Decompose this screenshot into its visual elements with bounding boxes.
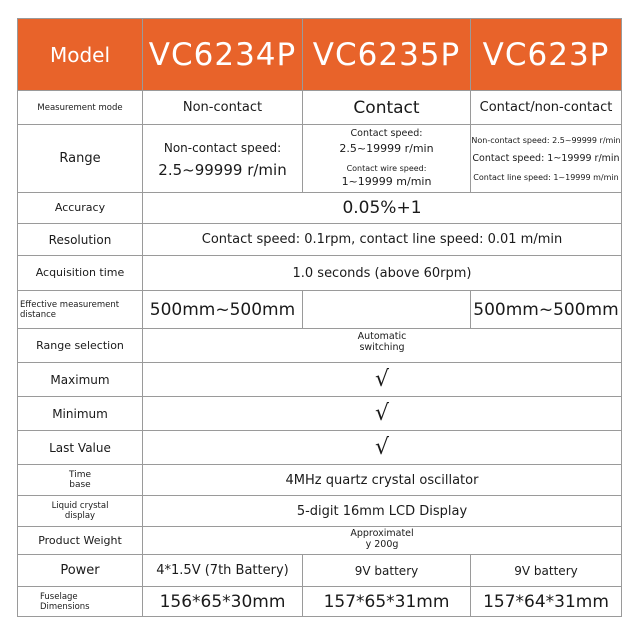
label-time-base-line2: base: [69, 480, 91, 490]
label-lcd-line2: display: [64, 511, 96, 521]
range-vc623p-line3: Contact line speed: 1~19999 m/min: [473, 172, 619, 182]
range-vc6235p: [303, 125, 471, 193]
label-lcd: [18, 496, 143, 527]
label-dimensions: [18, 587, 143, 617]
dimensions-vc623p: 157*64*31mm: [471, 587, 622, 617]
range-vc6235p-line4: 1~19999 m/min: [341, 175, 432, 188]
header-row: [18, 19, 622, 91]
range-vc6234p-line1: Non-contact speed:: [163, 140, 282, 155]
range-vc6235p-line1: Contact speed:: [350, 128, 423, 139]
label-dimensions-line2: Dimensions: [40, 601, 90, 612]
maximum-check-icon: √: [143, 363, 622, 397]
power-vc6234p: 4*1.5V (7th Battery): [143, 555, 303, 587]
mode-vc623p: Contact/non-contact: [471, 91, 622, 125]
range-selection-value: [143, 329, 622, 363]
time-base-value: 4MHz quartz crystal oscillator: [143, 465, 622, 496]
row-time-base: [18, 465, 622, 496]
label-accuracy: Accuracy: [18, 193, 143, 224]
resolution-value: Contact speed: 0.1rpm, contact line speed: 0.01 m/min: [143, 224, 622, 256]
row-resolution: [18, 224, 622, 256]
label-range: Range: [18, 125, 143, 193]
label-time-base: [18, 465, 143, 496]
row-weight: [18, 527, 622, 555]
row-accuracy: [18, 193, 622, 224]
label-minimum: Minimum: [18, 397, 143, 431]
label-last-value: Last Value: [18, 431, 143, 465]
row-range: [18, 125, 622, 193]
model-vc6235p: VC6235P: [303, 19, 471, 91]
label-resolution: Resolution: [18, 224, 143, 256]
row-measurement-mode: [18, 91, 622, 125]
label-effective-distance: Effective measurement distance: [18, 291, 143, 329]
row-power: [18, 555, 622, 587]
label-range-selection: Range selection: [18, 329, 143, 363]
label-time-base-line1: Time: [68, 470, 92, 480]
label-dimensions-line1: Fuselage: [40, 591, 78, 602]
model-vc623p: VC623P: [471, 19, 622, 91]
lcd-value: 5-digit 16mm LCD Display: [143, 496, 622, 527]
row-maximum: [18, 363, 622, 397]
range-vc6234p-line2: 2.5~99999 r/min: [158, 160, 287, 179]
label-weight: Product Weight: [18, 527, 143, 555]
label-measurement-mode: Measurement mode: [18, 91, 143, 125]
weight-value-line2: y 200g: [365, 539, 399, 550]
acquisition-time-value: 1.0 seconds (above 60rpm): [143, 256, 622, 291]
last-value-check-icon: √: [143, 431, 622, 465]
distance-vc623p: 500mm~500mm: [471, 291, 622, 329]
header-label: Model: [18, 19, 143, 91]
dimensions-vc6234p: 156*65*30mm: [143, 587, 303, 617]
weight-value: [143, 527, 622, 555]
mode-vc6235p: Contact: [303, 91, 471, 125]
label-acquisition-time: Acquisition time: [18, 256, 143, 291]
row-last-value: [18, 431, 622, 465]
range-selection-line1: Automatic: [357, 331, 407, 342]
row-dimensions: [18, 587, 622, 617]
power-vc623p: 9V battery: [471, 555, 622, 587]
range-selection-line2: switching: [359, 342, 405, 353]
row-lcd: [18, 496, 622, 527]
dimensions-vc6235p: 157*65*31mm: [303, 587, 471, 617]
row-acquisition-time: [18, 256, 622, 291]
label-lcd-line1: Liquid crystal: [51, 501, 109, 511]
row-minimum: [18, 397, 622, 431]
distance-vc6234p: 500mm~500mm: [143, 291, 303, 329]
minimum-check-icon: √: [143, 397, 622, 431]
model-vc6234p: VC6234P: [143, 19, 303, 91]
distance-vc6235p: [303, 291, 471, 329]
mode-vc6234p: Non-contact: [143, 91, 303, 125]
range-vc623p: [471, 125, 622, 193]
accuracy-value: 0.05%+1: [143, 193, 622, 224]
weight-value-line1: Approximatel: [350, 528, 414, 539]
range-vc623p-line2: Contact speed: 1~19999 r/min: [472, 152, 620, 164]
row-range-selection: [18, 329, 622, 363]
range-vc6235p-line2: 2.5~19999 r/min: [339, 142, 434, 155]
range-vc623p-line1: Non-contact speed: 2.5~99999 r/min: [471, 135, 621, 145]
row-effective-distance: [18, 291, 622, 329]
power-vc6235p: 9V battery: [303, 555, 471, 587]
label-power: Power: [18, 555, 143, 587]
range-vc6235p-line3: Contact wire speed:: [346, 164, 427, 173]
spec-table: [17, 18, 622, 617]
range-vc6234p: [143, 125, 303, 193]
label-maximum: Maximum: [18, 363, 143, 397]
